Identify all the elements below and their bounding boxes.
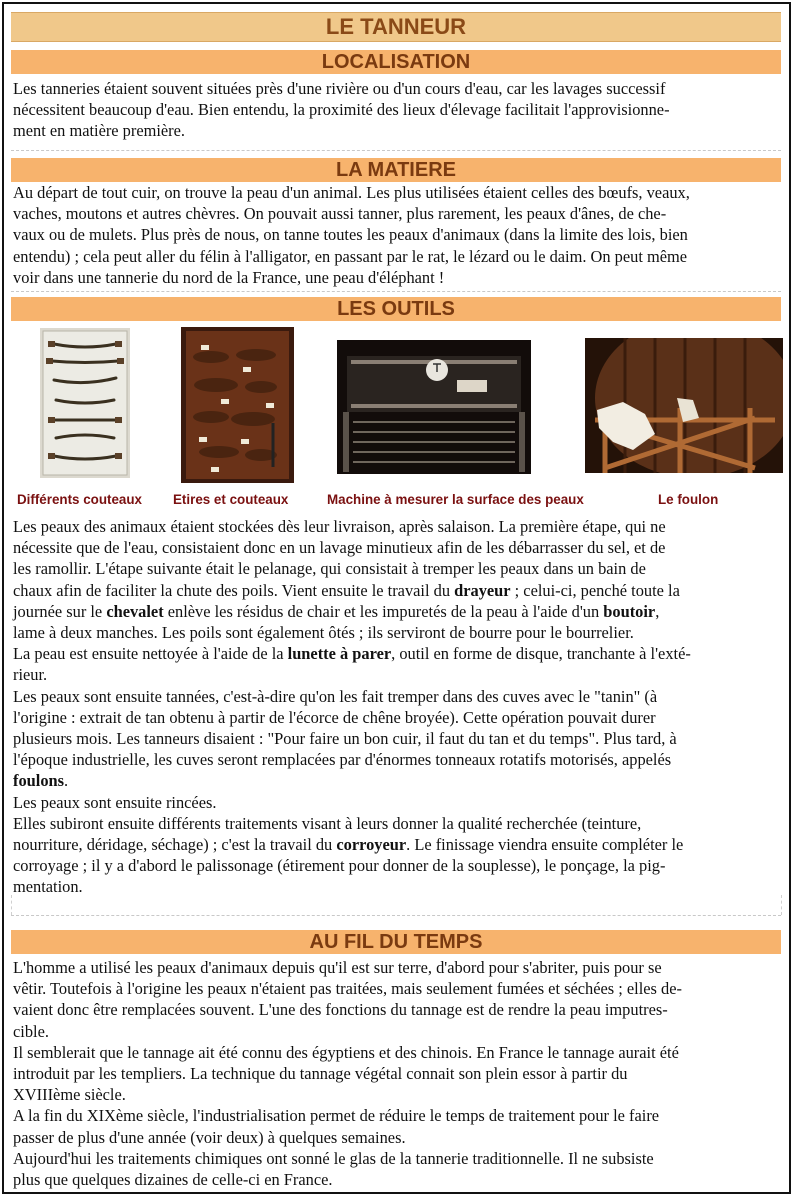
text-line: plus que quelques dizaines de celle-ci en France. (13, 1170, 333, 1190)
text-line: mentation. (13, 877, 83, 897)
text-line: voir dans une tannerie du nord de la France, une peau d'éléphant ! (13, 267, 445, 287)
text-line: introduit par les templiers. La technique du tannage végétal connait son plein essor à partir du (13, 1064, 628, 1084)
foulon-drum-photo (585, 338, 783, 473)
text-line: l'époque industrielle, les cuves seront remplacées par d'énormes tonneaux rotatifs motorisés, appelés (13, 750, 672, 770)
text-line: l'origine : extrait de tan obtenu à partir de l'écorce de chêne broyée). Cette opération pouvait durer (13, 707, 656, 727)
text-line: Les tanneries étaient souvent situées près d'une rivière ou d'un cours d'eau, car les lavages successif (13, 79, 666, 98)
term-lunette: lunette à parer (287, 644, 392, 664)
text-line: entendu) ; cela peut aller du félin à l'alligator, en passant par le rat, le lézard ou le daim. On peut même (13, 246, 688, 266)
text-line: Les peaux des animaux étaient stockées dès leur livraison, après salaison. La première étape, qui ne (13, 517, 666, 536)
caption-machine: Machine à mesurer la surface des peaux (327, 492, 584, 507)
text-line: les ramollir. L'étape suivante était le pelanage, qui consistait à tremper les peaux dans un bain de (13, 559, 646, 579)
text-line: vaient donc être remplacées souvent. L'une des fonctions du tannage est de rendre la peau imputres- (13, 1000, 668, 1020)
page-title: LE TANNEUR (11, 12, 781, 42)
term-chevalet: chevalet (106, 601, 164, 621)
outils-text (13, 516, 781, 898)
text-line: La peau est ensuite nettoyée à l'aide de la lunette à parer, outil en forme de disque, tranchante à l'exté- (13, 644, 691, 664)
term-foulons: foulons (13, 771, 65, 791)
text-line: L'homme a utilisé les peaux d'animaux depuis qu'il est sur terre, d'abord pour s'abriter, puis pour se (13, 958, 662, 977)
text-line: foulons. (13, 771, 69, 791)
text-line: XVIIIème siècle. (13, 1085, 126, 1105)
text-line: passer de plus d'une année (voir deux) à quelques semaines. (13, 1127, 406, 1147)
text-line: rieur. (13, 665, 48, 685)
heading-outils: LES OUTILS (11, 297, 781, 321)
text-line: vêtir. Toutefois à l'origine les peaux n'étaient pas traitées, mais seulement fumées et séchées ; elles de- (13, 979, 682, 999)
heading-matiere: LA MATIERE (11, 158, 781, 182)
text-line: journée sur le chevalet enlève les résidus de chair et les impuretés de la peau à l'aide d'un boutoir, (13, 601, 660, 621)
text-line: vaux ou de mulets. Plus près de nous, on tanne toutes les peaux d'animaux (dans la limite des lois, bien (13, 225, 688, 245)
caption-foulon: Le foulon (658, 492, 719, 507)
matiere-text (13, 182, 781, 288)
text-line: plusieurs mois. Les tanneurs disaient : "Pour faire un bon cuir, il faut du tan et du temps". Plus tard, à (13, 729, 677, 749)
text-line: Aujourd'hui les traitements chimiques ont sonné le glas de la tannerie traditionnelle. Il ne subsiste (13, 1148, 654, 1168)
text-line: corroyage ; il y a d'abord le palissonage (étirement pour donner de la souplesse), le ponçage, la pig- (13, 856, 666, 876)
text-line: nourriture, déridage, séchage) ; c'est la travail du corroyeur. Le finissage viendra ensuite compléter le (13, 835, 684, 855)
divider (11, 150, 781, 151)
text-line: nécessitent beaucoup d'eau. Bien entendu, la proximité des lieux d'élevage facilitait l'approvisionne- (13, 100, 670, 120)
knives-board-photo (40, 328, 130, 478)
text-line: Au départ de tout cuir, on trouve la peau d'un animal. Les plus utilisées étaient celles des bœufs, veaux, (13, 183, 690, 202)
text-line: Il semblerait que le tannage ait été connu des égyptiens et des chinois. En France le tannage aurait été (13, 1042, 679, 1062)
text-line: A la fin du XIXème siècle, l'industrialisation permet de réduire le temps de traitement pour le faire (13, 1106, 660, 1126)
tools-panel-photo (181, 327, 294, 483)
caption-etires: Etires et couteaux (173, 492, 289, 507)
measuring-machine-photo (337, 340, 531, 474)
divider (11, 895, 12, 915)
text-line: Les peaux sont ensuite rincées. (13, 792, 217, 812)
heading-temps: AU FIL DU TEMPS (11, 930, 781, 954)
text-line: Elles subiront ensuite différents traitements visant à leurs donner la qualité recherchée (teinture, (13, 813, 642, 833)
divider (781, 895, 782, 915)
text-line: Les peaux sont ensuite tannées, c'est-à-dire qu'on les fait tremper dans des cuves avec le "tanin" (à (13, 686, 658, 706)
text-line: ment en matière première. (13, 121, 186, 141)
heading-localisation: LOCALISATION (11, 50, 781, 74)
text-line: lame à deux manches. Les poils sont également ôtés ; ils serviront de bourre pour le bourrelier. (13, 623, 634, 643)
text-line: nécessite que de l'eau, consistaient donc en un lavage minutieux afin de les débarrasser du sel, et de (13, 538, 666, 558)
text-line: chaux afin de faciliter la chute des poils. Vient ensuite le travail du drayeur ; celui-ci, penché toute la (13, 580, 680, 600)
text-line: cible. (13, 1021, 49, 1041)
temps-text (13, 957, 781, 1190)
term-corroyeur: corroyeur (336, 835, 407, 855)
divider (11, 291, 781, 292)
localisation-text (13, 78, 781, 142)
caption-couteaux: Différents couteaux (17, 492, 143, 507)
term-drayeur: drayeur (454, 580, 511, 600)
text-line: vaches, moutons et autres chèvres. On pouvait aussi tanner, plus rarement, les peaux d'ânes, de che- (13, 204, 667, 224)
divider (11, 915, 781, 916)
term-boutoir: boutoir (603, 601, 656, 621)
